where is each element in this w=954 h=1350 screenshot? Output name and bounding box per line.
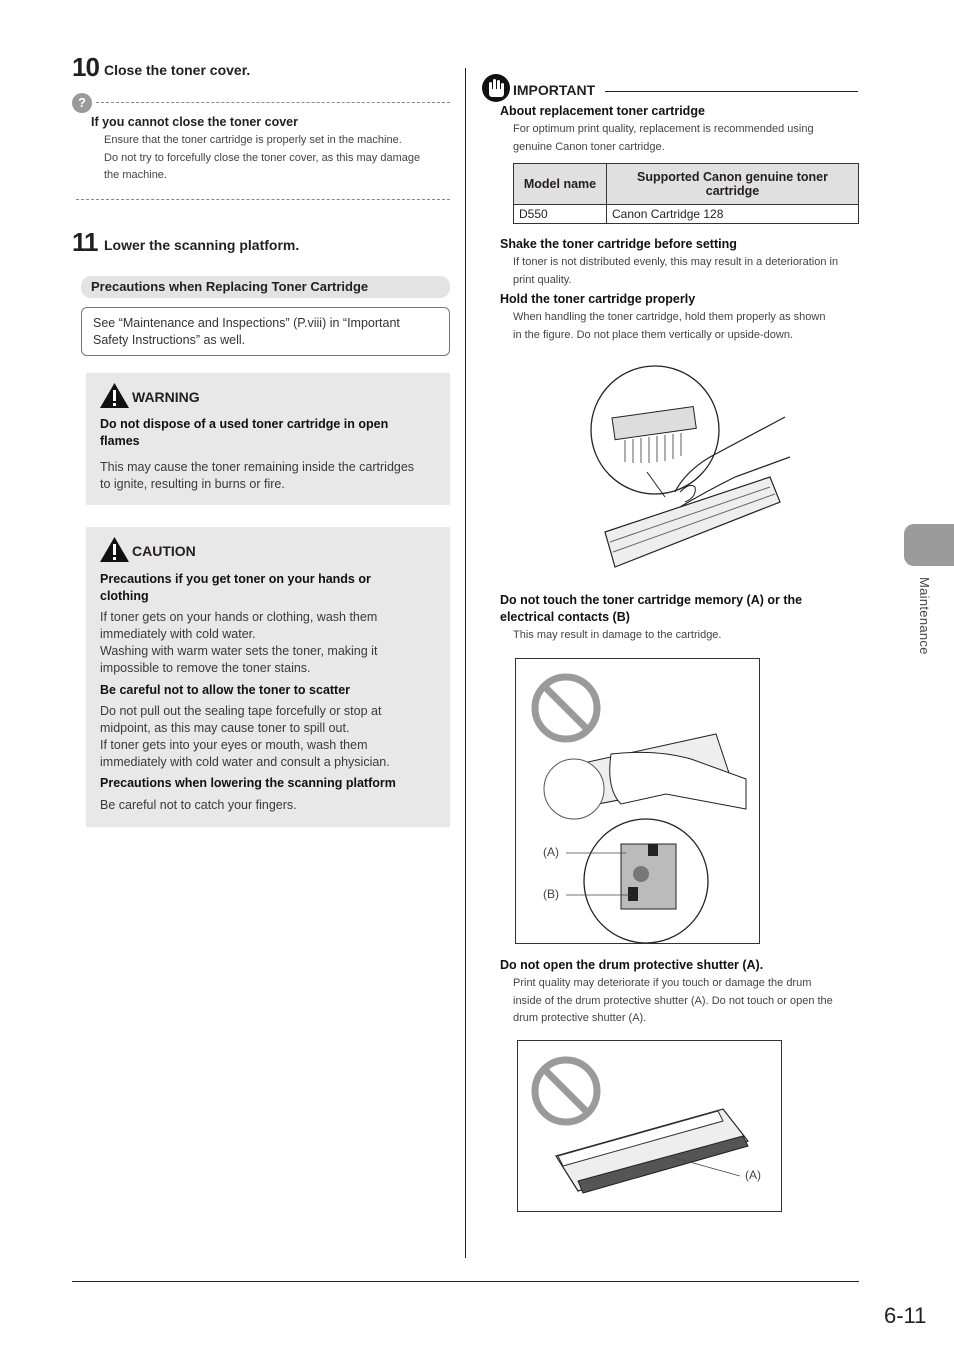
- note-line: Do not try to forcefully close the toner cover, as this may damage: [104, 151, 421, 164]
- note-title: If you cannot close the toner cover: [91, 115, 298, 129]
- caution-body-line: immediately with cold water and consult a physician.: [100, 755, 390, 769]
- important-body-line: Print quality may deteriorate if you touch or damage the drum: [513, 977, 812, 989]
- important-s4-body: This may result in damage to the cartridge.: [513, 629, 722, 641]
- warning-title: [100, 416, 440, 450]
- label-a: (A): [745, 1168, 761, 1182]
- cartridge-table: [513, 163, 859, 224]
- caution-body-line: immediately with cold water.: [100, 627, 256, 641]
- question-hint-icon: ?: [72, 93, 92, 113]
- note-line: Ensure that the toner cartridge is properly set in the machine.: [104, 134, 402, 146]
- table-cell: D550: [514, 205, 607, 224]
- important-s4-title: [500, 592, 802, 626]
- important-s1-title: About replacement toner cartridge: [500, 104, 705, 118]
- drum-shutter-illustration: [518, 1041, 781, 1211]
- side-tab-label: Maintenance: [917, 577, 932, 655]
- footer-rule: [72, 1281, 859, 1282]
- important-body-line: If toner is not distributed evenly, this may result in a deterioration in: [513, 256, 839, 268]
- caution-body-line: If toner gets into your eyes or mouth, wash them: [100, 738, 368, 752]
- warning-body-line: This may cause the toner remaining inside the cartridges: [100, 460, 415, 474]
- side-tab: [904, 524, 954, 566]
- table-header: Supported Canon genuine toner cartridge: [607, 164, 859, 205]
- warning-label: WARNING: [132, 389, 200, 405]
- caution-s1-title: [100, 571, 440, 605]
- important-body-line: genuine Canon toner cartridge.: [513, 140, 665, 153]
- caution-s3-body: Be careful not to catch your fingers.: [100, 798, 297, 812]
- caution-body-line: If toner gets on your hands or clothing, wash them: [100, 610, 378, 624]
- important-body-line: When handling the toner cartridge, hold them properly as shown: [513, 311, 826, 323]
- step-text: Close the toner cover.: [104, 62, 251, 78]
- side-tab-label-wrap: [918, 577, 938, 667]
- table-cell: Canon Cartridge 128: [607, 205, 859, 224]
- precautions-line: See “Maintenance and Inspections” (P.viii) in “Important: [93, 316, 400, 330]
- caution-title-line: clothing: [100, 589, 149, 603]
- warning-triangle-icon: [99, 382, 130, 409]
- label-b: (B): [543, 887, 559, 901]
- step-number: 10: [72, 52, 99, 82]
- note-body: [104, 132, 420, 185]
- important-s2-title: Shake the toner cartridge before setting: [500, 237, 737, 251]
- caution-body-line: Washing with warm water sets the toner, making it: [100, 644, 378, 658]
- caution-label: CAUTION: [132, 543, 196, 559]
- caution-s2-body: [100, 703, 440, 771]
- important-s5-body: [513, 975, 833, 1028]
- drum-shutter-figure: [517, 1040, 782, 1212]
- important-s3-body: [513, 309, 825, 344]
- warning-body-line: to ignite, resulting in burns or fire.: [100, 477, 285, 491]
- precautions-line: Safety Instructions” as well.: [93, 333, 246, 347]
- important-s2-body: [513, 254, 838, 289]
- important-s1-body: [513, 121, 814, 156]
- important-s3-title: Hold the toner cartridge properly: [500, 292, 696, 306]
- caution-body-line: impossible to remove the toner stains.: [100, 661, 311, 675]
- step-text: Lower the scanning platform.: [104, 237, 300, 253]
- warning-body: [100, 459, 440, 493]
- label-a: (A): [543, 845, 559, 859]
- caution-triangle-icon: [99, 536, 130, 563]
- important-rule: [605, 91, 858, 92]
- caution-title-line: Precautions if you get toner on your hands or: [100, 572, 371, 586]
- caution-body-line: midpoint, as this may cause toner to spill out.: [100, 721, 350, 735]
- important-label: IMPORTANT: [513, 82, 596, 98]
- important-body-line: inside of the drum protective shutter (A). Do not touch or open the: [513, 994, 833, 1007]
- important-s5-title: Do not open the drum protective shutter (A).: [500, 958, 764, 972]
- important-body-line: For optimum print quality, replacement is recommended using: [513, 123, 814, 135]
- important-hand-icon: [481, 73, 511, 103]
- important-title-line: electrical contacts (B): [500, 610, 630, 624]
- page-number: 6-11: [884, 1303, 927, 1328]
- caution-panel: [86, 527, 450, 827]
- important-body-line: in the figure. Do not place them vertically or upside-down.: [513, 328, 794, 341]
- hold-cartridge-illustration: [585, 362, 790, 577]
- step-number: 11: [72, 227, 98, 257]
- caution-s2-title: Be careful not to allow the toner to scatter: [100, 683, 351, 697]
- important-title-line: Do not touch the toner cartridge memory (A) or the: [500, 593, 803, 607]
- table-row: [514, 205, 859, 224]
- caution-s3-title: Precautions when lowering the scanning platform: [100, 776, 396, 790]
- caution-s1-body: [100, 609, 440, 677]
- table-header: Model name: [514, 164, 607, 205]
- note-line: the machine.: [104, 169, 167, 181]
- precautions-box: [81, 307, 450, 356]
- memory-contacts-figure: [515, 658, 760, 944]
- important-body-line: print quality.: [513, 273, 572, 286]
- precautions-heading: Precautions when Replacing Toner Cartridge: [81, 276, 450, 298]
- warning-panel: [86, 373, 450, 505]
- caution-body-line: Do not pull out the sealing tape forcefully or stop at: [100, 704, 382, 718]
- note-divider-top: [96, 102, 450, 103]
- column-divider: [465, 68, 466, 1258]
- warning-title-line: flames: [100, 434, 140, 448]
- note-divider-bottom: [76, 199, 450, 200]
- important-body-line: drum protective shutter (A).: [513, 1012, 647, 1024]
- warning-title-line: Do not dispose of a used toner cartridge in open: [100, 417, 389, 431]
